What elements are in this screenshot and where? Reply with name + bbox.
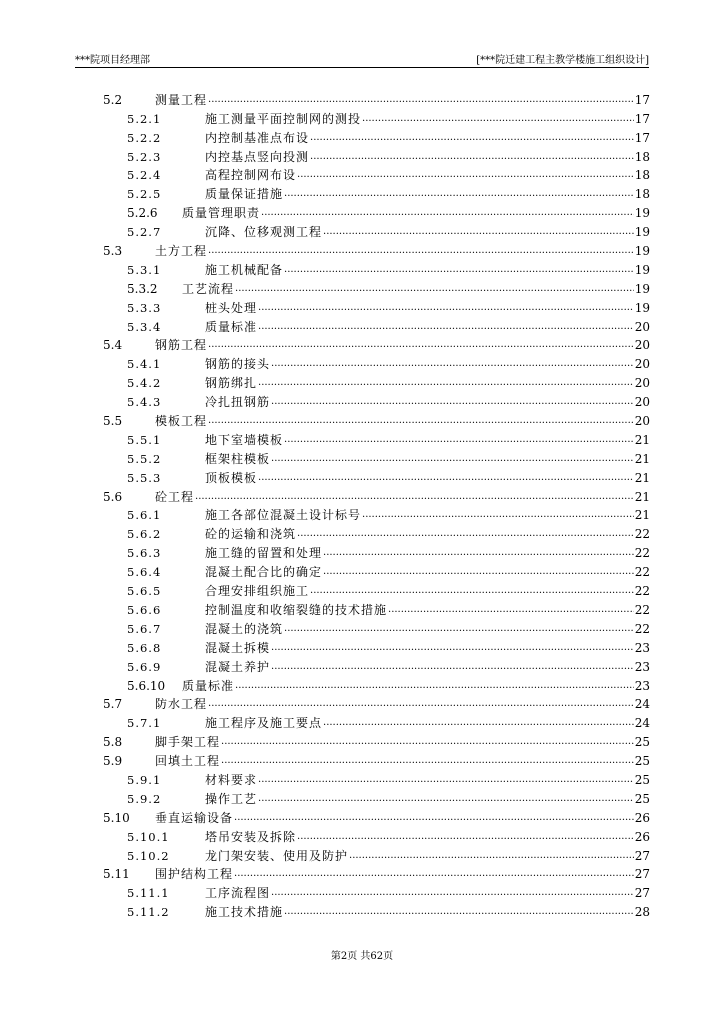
toc-entry-page: 23	[634, 640, 650, 655]
toc-entry-number: 5.10.2	[127, 848, 170, 863]
toc-leader-dots	[208, 697, 634, 711]
toc-entry-page: 21	[634, 470, 650, 485]
toc-entry[interactable]	[103, 220, 650, 239]
toc-leader-dots	[235, 679, 634, 693]
toc-leader-dots	[271, 641, 634, 655]
header-right: [***院迁建工程主教学楼施工组织设计]	[476, 54, 649, 66]
toc-entry-page: 19	[634, 225, 650, 240]
toc-entry[interactable]	[103, 466, 650, 485]
toc-leader-dots	[297, 168, 634, 182]
toc-entry[interactable]	[103, 636, 650, 655]
toc-entry-title: 混凝土的浇筑	[205, 621, 284, 636]
toc-leader-dots	[208, 338, 634, 352]
toc-entry[interactable]	[103, 296, 650, 315]
toc-entry[interactable]	[103, 485, 650, 504]
toc-leader-dots	[362, 508, 634, 522]
toc-leader-dots	[258, 301, 634, 315]
toc-entry[interactable]	[103, 693, 650, 712]
toc-leader-dots	[310, 131, 634, 145]
toc-entry[interactable]	[103, 787, 650, 806]
toc-entry-number: 5.2.7	[127, 225, 162, 240]
toc-entry-page: 18	[634, 168, 650, 183]
toc-entry-title: 脚手架工程	[155, 735, 221, 750]
toc-entry-page: 28	[634, 905, 650, 920]
toc-leader-dots	[258, 773, 634, 787]
toc-entry-number: 5.3.1	[127, 262, 162, 277]
toc-entry-title: 地下室墙模板	[205, 432, 284, 447]
toc-entry-number: 5.5.2	[127, 451, 162, 466]
toc-entry-page: 17	[634, 130, 650, 145]
toc-entry-title: 钢筋的接头	[205, 357, 271, 372]
toc-entry[interactable]	[103, 749, 650, 768]
toc-entry-title: 模板工程	[155, 414, 208, 429]
toc-entry[interactable]	[103, 617, 650, 636]
toc-entry-title: 顶板模板	[205, 470, 258, 485]
toc-entry-page: 19	[634, 206, 650, 221]
toc-entry-page: 27	[634, 886, 650, 901]
toc-leader-dots	[310, 150, 634, 164]
toc-entry-page: 25	[634, 754, 650, 769]
toc-leader-dots	[258, 471, 634, 485]
toc-entry-page: 22	[634, 602, 650, 617]
toc-entry-number: 5.5	[103, 414, 123, 429]
toc-entry[interactable]	[103, 201, 650, 220]
toc-entry-page: 22	[634, 584, 650, 599]
toc-entry-page: 24	[634, 697, 650, 712]
toc-entry[interactable]	[103, 711, 650, 730]
toc-entry-page: 23	[634, 659, 650, 674]
toc-entry-number: 5.6.1	[127, 508, 162, 523]
toc-entry-title: 钢筋绑扎	[205, 376, 258, 391]
toc-entry[interactable]	[103, 768, 650, 787]
toc-entry[interactable]	[103, 334, 650, 353]
toc-leader-dots	[271, 886, 634, 900]
toc-leader-dots	[362, 112, 634, 126]
toc-entry-number: 5.7	[103, 697, 123, 712]
toc-entry-page: 17	[634, 92, 650, 107]
toc-entry-title: 混凝土配合比的确定	[205, 565, 323, 580]
toc-leader-dots	[221, 735, 634, 749]
toc-entry-title: 施工机械配备	[205, 262, 284, 277]
toc-entry[interactable]	[103, 352, 650, 371]
toc-entry-title: 质量保证措施	[205, 187, 284, 202]
toc-entry[interactable]	[103, 881, 650, 900]
toc-entry[interactable]	[103, 428, 650, 447]
toc-entry-page: 25	[634, 772, 650, 787]
toc-entry[interactable]	[103, 579, 650, 598]
toc-entry-page: 22	[634, 565, 650, 580]
toc-entry-page: 20	[634, 376, 650, 391]
toc-entry-title: 内控制基准点布设	[205, 130, 310, 145]
toc-entry-page: 19	[634, 281, 650, 296]
toc-entry-title: 施工缝的留置和处理	[205, 546, 323, 561]
toc-entry[interactable]	[103, 806, 650, 825]
toc-entry-page: 21	[634, 489, 650, 504]
toc-entry-title: 冷扎扭钢筋	[205, 395, 271, 410]
toc-entry-number: 5.9	[103, 754, 123, 769]
toc-entry-page: 19	[634, 300, 650, 315]
toc-entry[interactable]	[103, 522, 650, 541]
toc-entry-title: 质量标准	[182, 678, 235, 693]
toc-entry-title: 防水工程	[155, 697, 208, 712]
page-footer: 第2页 共62页	[330, 951, 394, 962]
toc-entry-page: 22	[634, 546, 650, 561]
toc-entry-page: 18	[634, 187, 650, 202]
toc-leader-dots	[234, 867, 634, 881]
toc-entry-number: 5.2.4	[127, 168, 162, 183]
toc-entry-number: 5.2.5	[127, 187, 162, 202]
toc-leader-dots	[271, 357, 634, 371]
toc-entry-number: 5.8	[103, 735, 123, 750]
toc-entry-title: 垂直运输设备	[155, 810, 234, 825]
toc-leader-dots	[323, 565, 634, 579]
toc-entry-page: 26	[634, 829, 650, 844]
toc-entry-title: 沉降、位移观测工程	[205, 225, 323, 240]
toc-entry[interactable]	[103, 825, 650, 844]
toc-entry-number: 5.11.2	[127, 905, 170, 920]
toc-entry-number: 5.6.3	[127, 546, 162, 561]
toc-leader-dots	[349, 849, 634, 863]
toc-entry[interactable]	[103, 277, 650, 296]
toc-entry[interactable]	[103, 126, 650, 145]
toc-entry-number: 5.6.6	[127, 602, 162, 617]
toc-entry-title: 施工程序及施工要点	[205, 716, 323, 731]
toc-entry-title: 施工各部位混凝土设计标号	[205, 508, 362, 523]
toc-entry-title: 回填土工程	[155, 754, 221, 769]
toc-entry-page: 22	[634, 527, 650, 542]
toc-entry-page: 27	[634, 848, 650, 863]
toc-entry-title: 混凝土拆模	[205, 640, 271, 655]
toc-entry-page: 19	[634, 244, 650, 259]
toc-leader-dots	[323, 546, 634, 560]
toc-entry-page: 25	[634, 735, 650, 750]
toc-entry-title: 围护结构工程	[155, 867, 234, 882]
toc-entry-title: 桩头处理	[205, 300, 258, 315]
toc-entry[interactable]	[103, 107, 650, 126]
toc-entry-page: 21	[634, 451, 650, 466]
toc-entry-page: 27	[634, 867, 650, 882]
toc-leader-dots	[261, 206, 634, 220]
toc-entry-title: 质量标准	[205, 319, 258, 334]
toc-entry-number: 5.6.2	[127, 527, 162, 542]
toc-entry-page: 25	[634, 791, 650, 806]
toc-leader-dots	[297, 527, 634, 541]
toc-leader-dots	[258, 792, 634, 806]
toc-entry[interactable]	[103, 164, 650, 183]
toc-entry[interactable]	[103, 88, 650, 107]
toc-leader-dots	[284, 263, 634, 277]
toc-leader-dots	[208, 244, 634, 258]
toc-entry-title: 内控基点竖向投测	[205, 149, 310, 164]
toc-leader-dots	[271, 395, 634, 409]
toc-leader-dots	[284, 433, 634, 447]
toc-entry-number: 5.9.1	[127, 772, 162, 787]
toc-entry-title: 砼工程	[155, 489, 195, 504]
toc-entry-title: 测量工程	[155, 92, 208, 107]
toc-entry-title: 框架柱模板	[205, 451, 271, 466]
toc-entry-number: 5.3.2	[127, 281, 158, 296]
toc-entry-number: 5.2.6	[127, 206, 158, 221]
header-left: ***院项目经理部	[75, 54, 150, 66]
toc-leader-dots	[208, 414, 634, 428]
toc-entry[interactable]	[103, 145, 650, 164]
toc-entry-page: 20	[634, 395, 650, 410]
toc-entry[interactable]	[103, 504, 650, 523]
toc-entry-number: 5.3	[103, 244, 123, 259]
toc-entry[interactable]	[103, 900, 650, 919]
toc-leader-dots	[258, 320, 634, 334]
toc-entry-number: 5.11	[103, 867, 130, 882]
toc-entry-page: 23	[634, 678, 650, 693]
toc-entry-number: 5.10.1	[127, 829, 170, 844]
toc-entry-title: 砼的运输和浇筑	[205, 527, 297, 542]
toc-entry-number: 5.3.4	[127, 319, 162, 334]
toc-entry-number: 5.4.1	[127, 357, 162, 372]
toc-leader-dots	[388, 603, 634, 617]
toc-entry[interactable]	[103, 560, 650, 579]
toc-entry-number: 5.4	[103, 338, 123, 353]
toc-entry-title: 混凝土养护	[205, 659, 271, 674]
toc-entry-page: 20	[634, 414, 650, 429]
toc-entry[interactable]	[103, 844, 650, 863]
toc-entry-number: 5.6.5	[127, 584, 162, 599]
toc-leader-dots	[284, 622, 634, 636]
toc-entry[interactable]	[103, 863, 650, 882]
toc-entry-page: 24	[634, 716, 650, 731]
toc-entry-number: 5.2	[103, 92, 123, 107]
page-header	[75, 50, 649, 66]
toc-entry[interactable]	[103, 730, 650, 749]
toc-entry[interactable]	[103, 315, 650, 334]
toc-entry-title: 工艺流程	[182, 281, 235, 296]
toc-entry-number: 5.6.9	[127, 659, 162, 674]
toc-entry-title: 质量管理职责	[182, 206, 261, 221]
table-of-contents	[103, 88, 650, 919]
toc-entry[interactable]	[103, 655, 650, 674]
toc-entry[interactable]	[103, 447, 650, 466]
toc-entry-number: 5.5.1	[127, 432, 162, 447]
toc-entry-number: 5.4.2	[127, 376, 162, 391]
toc-entry-title: 钢筋工程	[155, 338, 208, 353]
toc-entry-number: 5.2.2	[127, 130, 162, 145]
toc-leader-dots	[323, 225, 634, 239]
toc-entry-title: 材料要求	[205, 772, 258, 787]
toc-entry[interactable]	[103, 409, 650, 428]
toc-entry-number: 5.6.7	[127, 621, 162, 636]
toc-entry-number: 5.11.1	[127, 886, 170, 901]
toc-entry-page: 18	[634, 149, 650, 164]
toc-entry-title: 控制温度和收缩裂缝的技术措施	[205, 602, 388, 617]
toc-entry-number: 5.4.3	[127, 395, 162, 410]
toc-entry-number: 5.5.3	[127, 470, 162, 485]
toc-entry-page: 17	[634, 111, 650, 126]
toc-entry-title: 龙门架安装、使用及防护	[205, 848, 349, 863]
toc-entry[interactable]	[103, 541, 650, 560]
toc-entry-number: 5.3.3	[127, 300, 162, 315]
toc-entry-number: 5.2.3	[127, 149, 162, 164]
toc-leader-dots	[323, 716, 634, 730]
toc-entry-page: 21	[634, 508, 650, 523]
toc-entry-page: 19	[634, 262, 650, 277]
toc-leader-dots	[195, 490, 634, 504]
toc-entry-title: 施工测量平面控制网的测投	[205, 111, 362, 126]
toc-leader-dots	[221, 754, 634, 768]
toc-entry-number: 5.10	[103, 810, 130, 825]
toc-entry-title: 高程控制网布设	[205, 168, 297, 183]
toc-leader-dots	[208, 93, 634, 107]
toc-entry-title: 土方工程	[155, 244, 208, 259]
toc-entry-page: 21	[634, 432, 650, 447]
toc-entry-number: 5.6	[103, 489, 123, 504]
toc-entry[interactable]	[103, 390, 650, 409]
toc-entry-title: 施工技术措施	[205, 905, 284, 920]
toc-entry-page: 22	[634, 621, 650, 636]
toc-leader-dots	[271, 452, 634, 466]
toc-entry-title: 操作工艺	[205, 791, 258, 806]
toc-entry-title: 塔吊安装及拆除	[205, 829, 297, 844]
toc-entry-number: 5.9.2	[127, 791, 162, 806]
toc-entry-page: 20	[634, 319, 650, 334]
toc-entry-number: 5.6.10	[127, 678, 166, 693]
toc-entry-title: 工序流程图	[205, 886, 271, 901]
toc-entry-page: 20	[634, 357, 650, 372]
toc-entry[interactable]	[103, 258, 650, 277]
toc-entry-page: 20	[634, 338, 650, 353]
toc-entry-title: 合理安排组织施工	[205, 584, 310, 599]
toc-entry-number: 5.6.8	[127, 640, 162, 655]
toc-entry[interactable]	[103, 598, 650, 617]
toc-entry[interactable]	[103, 371, 650, 390]
toc-entry-number: 5.2.1	[127, 111, 162, 126]
toc-entry[interactable]	[103, 182, 650, 201]
toc-leader-dots	[284, 187, 634, 201]
toc-leader-dots	[258, 376, 634, 390]
toc-entry-number: 5.7.1	[127, 716, 162, 731]
toc-leader-dots	[235, 282, 634, 296]
toc-leader-dots	[271, 660, 634, 674]
toc-leader-dots	[234, 811, 634, 825]
toc-leader-dots	[297, 830, 634, 844]
toc-leader-dots	[310, 584, 634, 598]
toc-entry[interactable]	[103, 239, 650, 258]
toc-leader-dots	[284, 905, 634, 919]
toc-entry[interactable]	[103, 674, 650, 693]
header-divider	[75, 67, 649, 68]
toc-entry-page: 26	[634, 810, 650, 825]
toc-entry-number: 5.6.4	[127, 565, 162, 580]
